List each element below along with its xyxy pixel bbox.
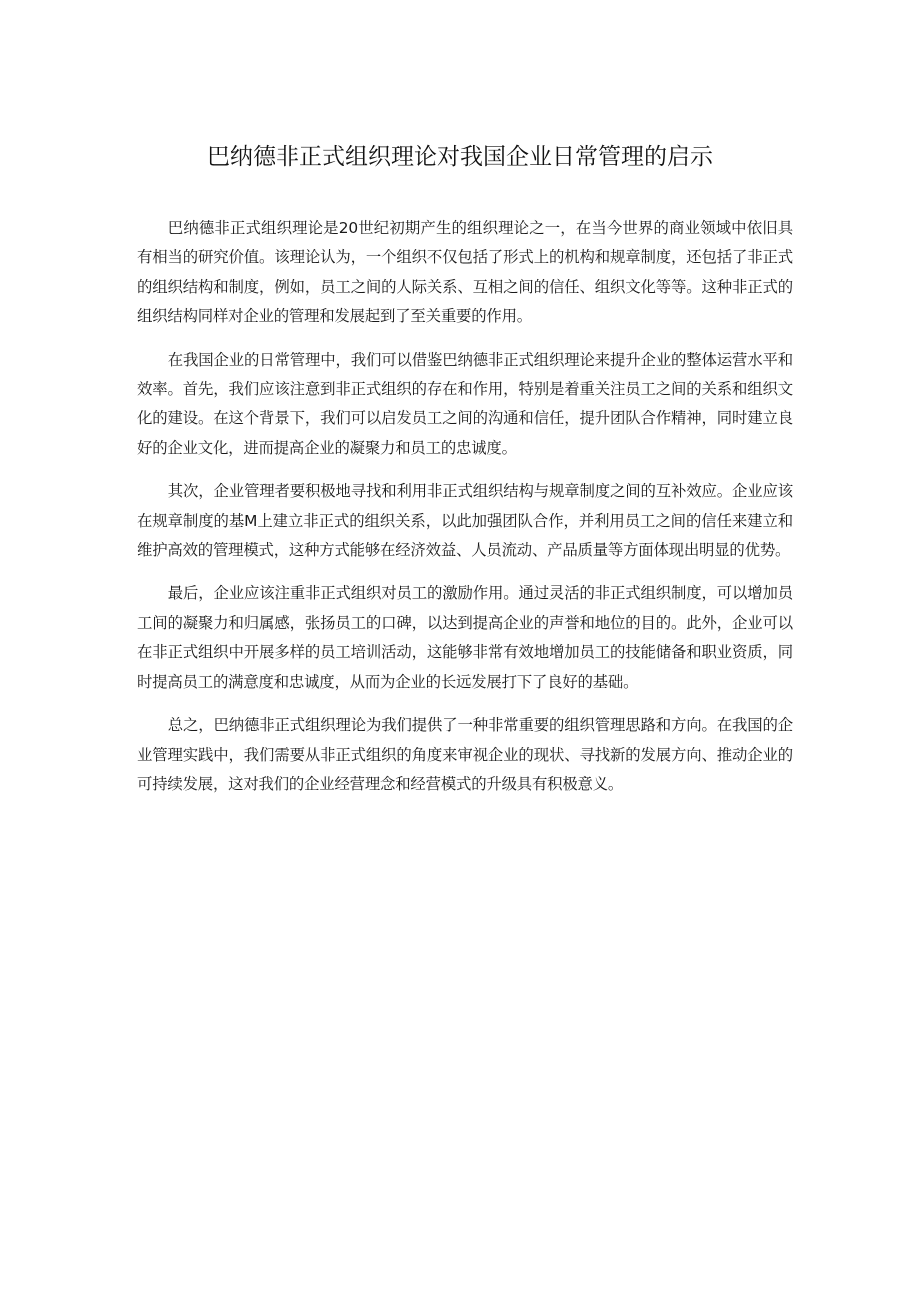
paragraph-3: 其次，企业管理者要积极地寻找和利用非正式组织结构与规章制度之间的互补效应。企业应该在规章制度的基M上建立非正式的组织关系，以此加强团队合作，并利用员工之间的信任来建立和维护高效的管理模式，这种方式能够在经济效益、人员流动、产品质量等方面体现出明显的优势。 [137,482,793,560]
paragraph-5: 总之，巴纳德非正式组织理论为我们提供了一种非常重要的组织管理思路和方向。在我国的企业管理实践中，我们需要从非正式组织的角度来审视企业的现状、寻找新的发展方向、推动企业的可持续发展，这对我们的企业经营理念和经营模式的升级具有积极意义。 [137,716,793,793]
document-body [137,214,793,813]
paragraph-1: 巴纳德非正式组织理论是20世纪初期产生的组织理论之一，在当今世界的商业领域中依旧具有相当的研究价值。该理论认为，一个组织不仅包括了形式上的机构和规章制度，还包括了非正式的组织结构和制度，例如，员工之间的人际关系、互相之间的信任、组织文化等等。这种非正式的组织结构同样对企业的管理和发展起到了至关重要的作用。 [137,219,793,326]
paragraph-2: 在我国企业的日常管理中，我们可以借鉴巴纳德非正式组织理论来提升企业的整体运营水平和效率。首先，我们应该注意到非正式组织的存在和作用，特别是着重关注员工之间的关系和组织文化的建设。在这个背景下，我们可以启发员工之间的沟通和信任，提升团队合作精神，同时建立良好的企业文化，进而提高企业的凝聚力和员工的忠诚度。 [137,350,793,457]
document-title: 巴纳德非正式组织理论对我国企业日常管理的启示 [207,144,713,170]
paragraph-4: 最后，企业应该注重非正式组织对员工的激励作用。通过灵活的非正式组织制度，可以增加员工间的凝聚力和归属感，张扬员工的口碑，以达到提高企业的声誉和地位的目的。此外，企业可以在非正式组织中开展多样的员工培训活动，这能够非常有效地增加员工的技能储备和职业资质，同时提高员工的满意度和忠诚度，从而为企业的长远发展打下了良好的基础。 [137,584,793,691]
